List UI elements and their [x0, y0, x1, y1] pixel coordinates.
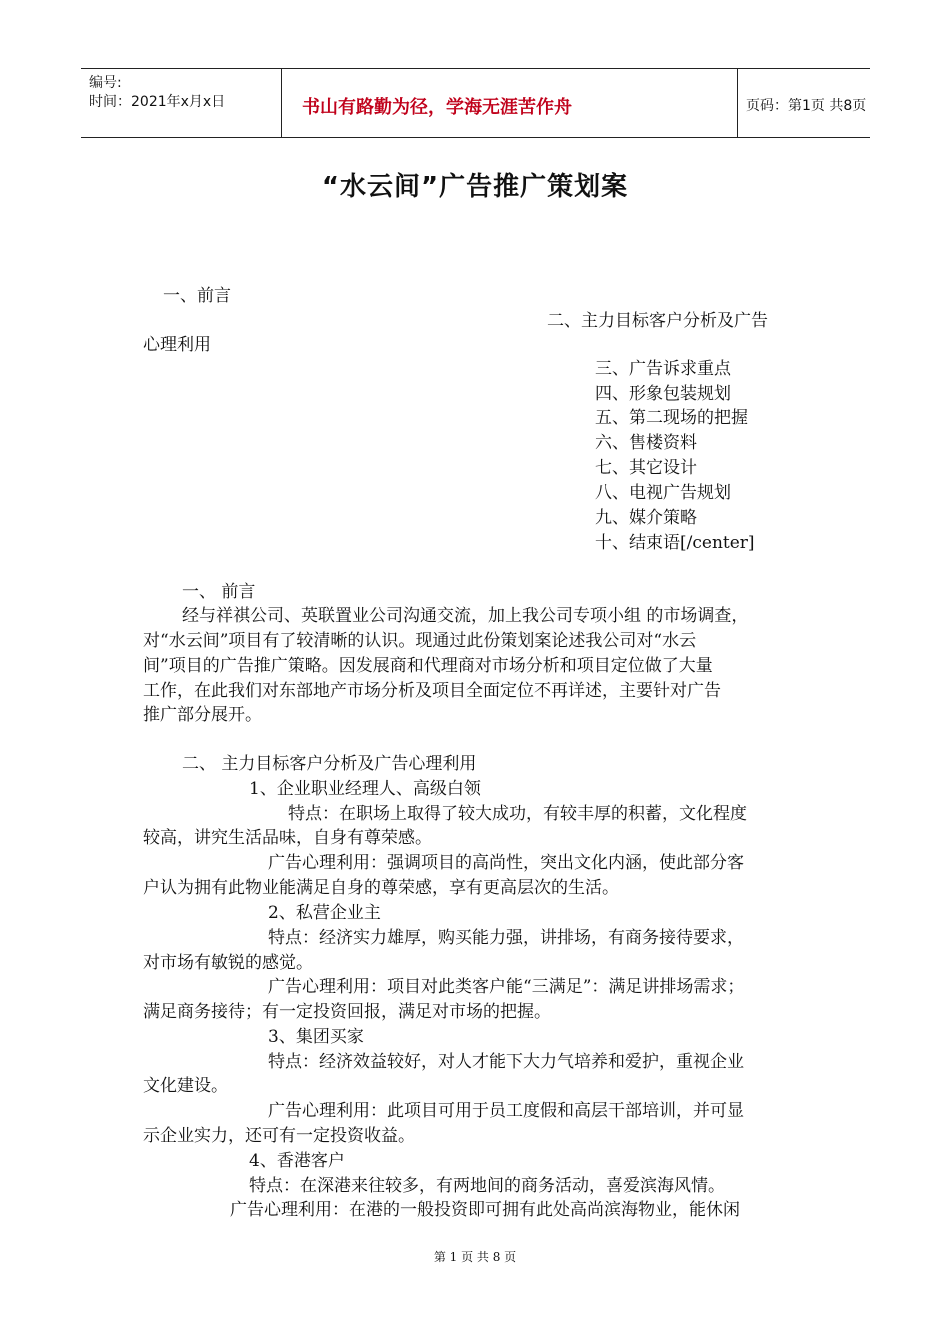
page-footer: 第 1 页 共 8 页 [433, 1250, 517, 1264]
header-page-cell [738, 69, 870, 137]
toc-item: 五、第二现场的把握 [595, 408, 748, 428]
paragraph-line: 文化建设。 [143, 1076, 228, 1096]
paragraph-line: 较高，讲究生活品味，自身有尊荣感。 [143, 828, 432, 848]
paragraph-line: 满足商务接待；有一定投资回报，满足对市场的把握。 [143, 1002, 551, 1022]
paragraph-line: 广告心理利用：在港的一般投资即可拥有此处高尚滨海物业，能休闲 [230, 1200, 740, 1220]
paragraph-line: 推广部分展开。 [143, 705, 262, 725]
toc-item: 四、形象包装规划 [595, 384, 731, 404]
header-meta-cell [81, 69, 282, 137]
paragraph-line: 对“水云间”项目有了较清晰的认识。现通过此份策划案论述我公司对“水云 [143, 631, 697, 651]
toc-item: 九、媒介策略 [595, 508, 697, 528]
section-heading: 二、 主力目标客户分析及广告心理利用 [182, 754, 477, 774]
subheading: 2、私营企业主 [268, 903, 381, 923]
paragraph-line: 经与祥祺公司、英联置业公司沟通交流，加上我公司专项小组 的市场调查， [182, 606, 749, 626]
paragraph-line: 广告心理利用：项目对此类客户能“三满足”：满足讲排场需求； [268, 977, 745, 997]
toc-item: 十、结束语[/center] [595, 533, 755, 553]
toc-item: 七、其它设计 [595, 458, 697, 478]
paragraph-line: 户认为拥有此物业能满足自身的尊荣感，享有更高层次的生活。 [143, 878, 619, 898]
paragraph-line: 广告心理利用：此项目可用于员工度假和高层干部培训，并可显 [268, 1101, 744, 1121]
paragraph-line: 间”项目的广告推广策略。因发展商和代理商对市场分析和项目定位做了大量 [143, 656, 713, 676]
header-motto-cell [282, 69, 738, 137]
section-heading: 一、 前言 [182, 582, 256, 602]
motto: 书山有路勤为径，学海无涯苦作舟 [302, 97, 572, 118]
paragraph-line: 特点：在深港来往较多，有两地间的商务活动，喜爱滨海风情。 [249, 1176, 725, 1196]
toc-item: 一、前言 [163, 286, 231, 306]
subheading: 4、香港客户 [249, 1151, 345, 1171]
document-title: “水云间”广告推广策划案 [321, 172, 629, 202]
toc-item: 八、电视广告规划 [595, 483, 731, 503]
paragraph-line: 特点：经济效益较好，对人才能下大力气培养和爱护，重视企业 [268, 1052, 744, 1072]
paragraph-line: 工作，在此我们对东部地产市场分析及项目全面定位不再详述，主要针对广告 [143, 681, 721, 701]
toc-item: 二、主力目标客户分析及广告 [547, 311, 768, 331]
toc-item: 三、广告诉求重点 [595, 359, 731, 379]
document-header [81, 68, 870, 138]
page-info: 页码：第1页 共8页 [746, 98, 867, 114]
paragraph-line: 特点：在职场上取得了较大成功，有较丰厚的积蓄，文化程度 [288, 804, 747, 824]
paragraph-line: 广告心理利用：强调项目的高尚性，突出文化内涵，使此部分客 [268, 853, 744, 873]
toc-item: 六、售楼资料 [595, 433, 697, 453]
time-label: 时间：2021年x月x日 [89, 94, 226, 110]
subheading: 3、集团买家 [268, 1027, 364, 1047]
toc-item: 心理利用 [143, 335, 211, 355]
paragraph-line: 对市场有敏锐的感觉。 [143, 953, 313, 973]
paragraph-line: 特点：经济实力雄厚，购买能力强，讲排场，有商务接待要求， [268, 928, 744, 948]
subheading: 1、企业职业经理人、高级白领 [249, 779, 481, 799]
paragraph-line: 示企业实力，还可有一定投资收益。 [143, 1126, 415, 1146]
number-label: 编号: [89, 75, 122, 91]
